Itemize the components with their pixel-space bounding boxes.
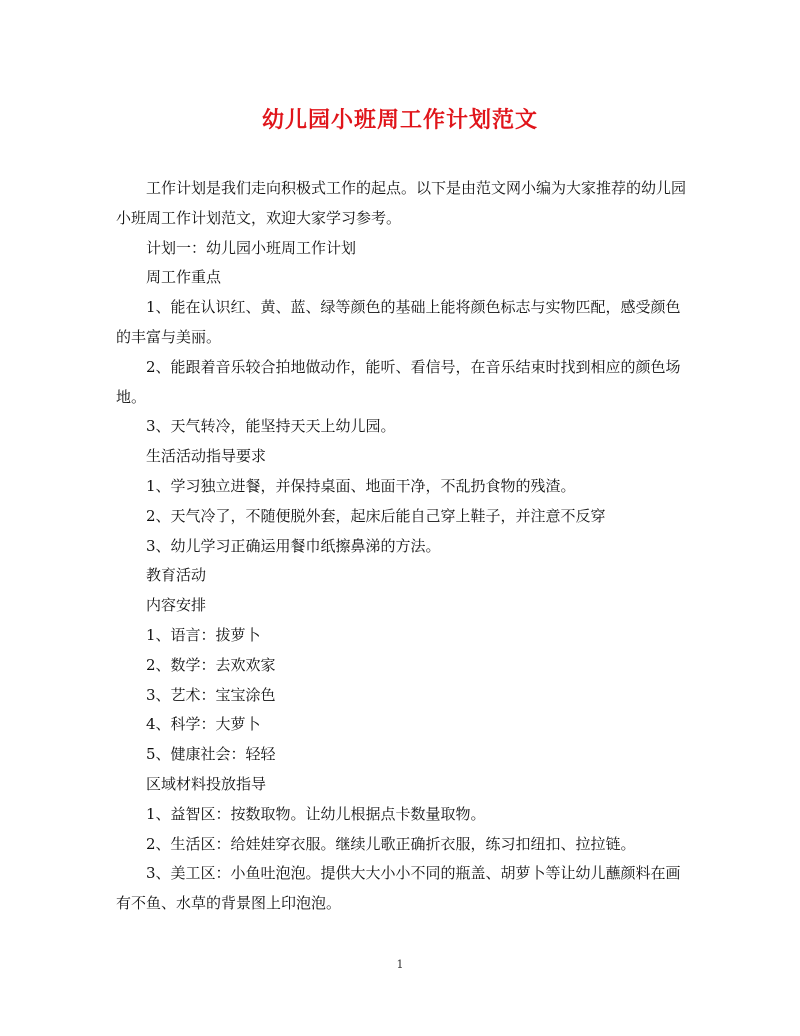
paragraph-list-item: 1、益智区：按数取物。让幼儿根据点卡数量取物。 [146, 804, 486, 823]
document-body [116, 174, 686, 919]
paragraph-section-heading: 内容安排 [146, 596, 207, 615]
paragraph-section-heading: 周工作重点 [146, 268, 222, 287]
paragraph-intro: 工作计划是我们走向积极式工作的起点。以下是由范文网小编为大家推荐的幼儿园小班周工作计划范文，欢迎大家学习参考。 [116, 179, 687, 227]
paragraph-section-heading: 教育活动 [146, 566, 207, 585]
paragraph-list-item: 3、艺术：宝宝涂色 [146, 685, 276, 704]
paragraph-list-item: 3、幼儿学习正确运用餐巾纸擦鼻涕的方法。 [146, 536, 441, 555]
paragraph-list-item: 1、语言：拔萝卜 [146, 625, 261, 644]
paragraph-list-item: 5、健康社会：轻轻 [146, 745, 276, 764]
paragraph-list-item: 2、生活区：给娃娃穿衣服。继续儿歌正确折衣服，练习扣纽扣、拉拉链。 [146, 834, 636, 853]
paragraph-list-item: 1、能在认识红、黄、蓝、绿等颜色的基础上能将颜色标志与实物匹配，感受颜色的丰富与美丽。 [116, 298, 681, 346]
document-title: 幼儿园小班周工作计划范文 [261, 107, 538, 133]
paragraph-list-item: 4、科学：大萝卜 [146, 715, 261, 734]
paragraph-list-item: 2、天气冷了，不随便脱外套，起床后能自己穿上鞋子，并注意不反穿 [146, 506, 606, 525]
page-number: 1 [396, 958, 404, 971]
paragraph-list-item: 3、天气转冷，能坚持天天上幼儿园。 [146, 417, 396, 436]
paragraph-section-heading: 区域材料投放指导 [146, 774, 267, 793]
paragraph-list-item: 2、能跟着音乐较合拍地做动作，能听、看信号，在音乐结束时找到相应的颜色场地。 [116, 357, 681, 406]
paragraph-plan-heading: 计划一：幼儿园小班周工作计划 [146, 238, 357, 257]
paragraph-list-item: 2、数学：去欢欢家 [146, 655, 276, 674]
paragraph-list-item: 3、美工区：小鱼吐泡泡。提供大大小小不同的瓶盖、胡萝卜等让幼儿蘸颜料在画有不鱼、水草的背景图上印泡泡。 [116, 864, 681, 913]
paragraph-section-heading: 生活活动指导要求 [146, 447, 267, 466]
paragraph-list-item: 1、学习独立进餐，并保持桌面、地面干净，不乱扔食物的残渣。 [146, 476, 576, 495]
